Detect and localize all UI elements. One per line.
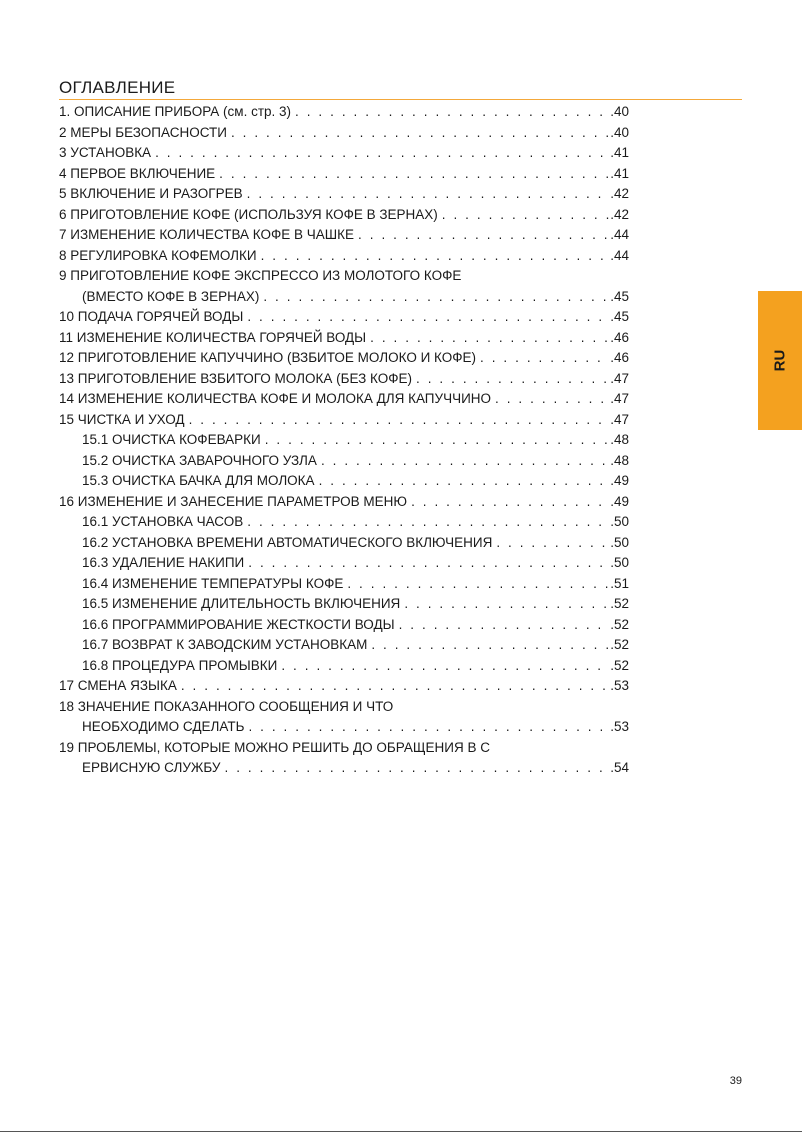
toc-dot-leader xyxy=(277,656,610,677)
toc-entry-label: 17 СМЕНА ЯЗЫКА xyxy=(59,678,177,693)
toc-entry-label: 16.5 ИЗМЕНЕНИЕ ДЛИТЕЛЬНОСТЬ ВКЛЮЧЕНИЯ xyxy=(82,596,401,611)
toc-entry-page: .47 xyxy=(610,411,629,427)
toc-entry xyxy=(59,246,629,267)
toc-entry-page: .47 xyxy=(610,370,629,386)
toc-entry xyxy=(59,656,629,677)
toc-entry xyxy=(59,389,629,410)
toc-entry-label: 14 ИЗМЕНЕНИЕ КОЛИЧЕСТВА КОФЕ И МОЛОКА ДЛЯ КАПУЧЧИНО xyxy=(59,391,492,406)
toc-entry-label: 5 ВКЛЮЧЕНИЕ И РАЗОГРЕВ xyxy=(59,186,243,201)
toc-entry-label: 6 ПРИГОТОВЛЕНИЕ КОФЕ (ИСПОЛЬЗУЯ КОФЕ В ЗЕРНАХ) xyxy=(59,206,438,222)
toc-entry-page: .53 xyxy=(610,678,629,693)
toc-entry-page: .46 xyxy=(610,350,629,365)
toc-entry xyxy=(59,430,629,451)
toc-entry-page: .50 xyxy=(610,555,629,570)
toc-entry-page: .48 xyxy=(610,432,629,447)
toc-dot-leader xyxy=(243,307,610,328)
toc-entry-label: 9 ПРИГОТОВЛЕНИЕ КОФЕ ЭКСПРЕССО ИЗ МОЛОТОГО КОФЕ xyxy=(59,268,462,283)
toc-dot-leader xyxy=(400,594,610,615)
toc-entry xyxy=(59,738,629,759)
toc-entry xyxy=(59,594,629,615)
toc-dot-leader xyxy=(151,143,610,164)
toc-entry-label: 8 РЕГУЛИРОВКА КОФЕМОЛКИ xyxy=(59,247,257,263)
toc-entry xyxy=(59,164,629,185)
toc-entry xyxy=(59,266,629,287)
toc-entry-page: .44 xyxy=(610,227,629,242)
toc-dot-leader xyxy=(243,512,610,533)
toc-entry xyxy=(59,328,629,349)
toc-entry xyxy=(59,533,629,554)
toc-entry-page: .40 xyxy=(610,104,629,119)
toc-entry-label: 1. ОПИСАНИЕ ПРИБОРА (см. стр. 3) xyxy=(59,104,292,119)
toc-entry-page: .41 xyxy=(610,145,629,160)
toc-entry-label: 3 УСТАНОВКА xyxy=(59,145,152,160)
toc-entry-label: 4 ПЕРВОЕ ВКЛЮЧЕНИЕ xyxy=(59,165,216,181)
toc-entry-page: .45 xyxy=(610,309,629,324)
toc-dot-leader xyxy=(221,758,611,779)
toc-entry-page: .49 xyxy=(610,493,629,509)
toc-dot-leader xyxy=(315,471,611,492)
toc-entry-page: .53 xyxy=(610,719,629,734)
toc-dot-leader xyxy=(343,574,610,595)
toc-dot-leader xyxy=(243,184,611,205)
toc-entry-label: 16.8 ПРОЦЕДУРА ПРОМЫВКИ xyxy=(82,657,278,673)
language-tab-label: RU xyxy=(771,349,789,372)
toc-entry-page: .45 xyxy=(610,288,629,304)
toc-entry-page: .46 xyxy=(610,329,629,345)
toc-entry xyxy=(59,492,629,513)
toc-entry-page: .48 xyxy=(610,452,629,468)
toc-entry-label: 7 ИЗМЕНЕНИЕ КОЛИЧЕСТВА КОФЕ В ЧАШКЕ xyxy=(59,227,355,242)
toc-entry-page: .44 xyxy=(610,247,629,263)
page-number: 39 xyxy=(729,1075,742,1087)
toc-entry-label: 18 ЗНАЧЕНИЕ ПОКАЗАННОГО СООБЩЕНИЯ И ЧТО xyxy=(59,698,394,714)
toc-dot-leader xyxy=(177,676,610,697)
toc-entry-page: .49 xyxy=(610,473,629,488)
toc-entry-label: (ВМЕСТО КОФЕ В ЗЕРНАХ) xyxy=(82,288,260,304)
toc-entry xyxy=(59,717,629,738)
toc-dot-leader xyxy=(407,492,610,513)
toc-entry xyxy=(59,471,629,492)
toc-entry xyxy=(59,225,629,246)
toc-entry-page: .54 xyxy=(610,760,629,775)
toc-entry-page: .52 xyxy=(610,596,629,611)
toc-entry-label: 16.4 ИЗМЕНЕНИЕ ТЕМПЕРАТУРЫ КОФЕ xyxy=(82,575,344,591)
toc-dot-leader xyxy=(354,225,610,246)
toc-entry-label: 15 ЧИСТКА И УХОД xyxy=(59,411,185,427)
toc-entry xyxy=(59,615,629,636)
toc-entry xyxy=(59,102,629,123)
toc-dot-leader xyxy=(395,615,611,636)
toc-entry-page: .42 xyxy=(610,186,629,201)
toc-entry xyxy=(59,451,629,472)
toc-entry xyxy=(59,512,629,533)
toc-entry-label: 16.3 УДАЛЕНИЕ НАКИПИ xyxy=(82,555,245,570)
toc-entry-label: 2 МЕРЫ БЕЗОПАСНОСТИ xyxy=(59,124,227,140)
bottom-divider xyxy=(0,1131,802,1132)
toc-entry-label: 16.6 ПРОГРАММИРОВАНИЕ ЖЕСТКОСТИ ВОДЫ xyxy=(82,616,395,632)
toc-dot-leader xyxy=(367,635,610,656)
toc-entry-page: .52 xyxy=(610,637,629,652)
toc-entry-label: 19 ПРОБЛЕМЫ, КОТОРЫЕ МОЖНО РЕШИТЬ ДО ОБРАЩЕНИЯ В С xyxy=(59,739,490,755)
toc-entry xyxy=(59,410,629,431)
toc-entry-label: 13 ПРИГОТОВЛЕНИЕ ВЗБИТОГО МОЛОКА (БЕЗ КОФЕ) xyxy=(59,370,413,386)
toc-entry-label: 16.2 УСТАНОВКА ВРЕМЕНИ АВТОМАТИЧЕСКОГО ВКЛЮЧЕНИЯ xyxy=(82,534,493,550)
toc-dot-leader xyxy=(366,328,610,349)
toc-entry-label: 10 ПОДАЧА ГОРЯЧЕЙ ВОДЫ xyxy=(59,309,244,324)
toc-dot-leader xyxy=(215,164,610,185)
toc-entry xyxy=(59,574,629,595)
toc-entry xyxy=(59,348,629,369)
toc-entry-label: 11 ИЗМЕНЕНИЕ КОЛИЧЕСТВА ГОРЯЧЕЙ ВОДЫ xyxy=(59,329,367,345)
toc-entry-label: 15.2 ОЧИСТКА ЗАВАРОЧНОГО УЗЛА xyxy=(82,452,317,468)
toc-entry xyxy=(59,143,629,164)
toc-entry-label: 12 ПРИГОТОВЛЕНИЕ КАПУЧЧИНО (ВЗБИТОЕ МОЛОКО И КОФЕ) xyxy=(59,350,477,365)
toc-entry-page: .52 xyxy=(610,616,629,632)
toc-entry xyxy=(59,697,629,718)
toc-dot-leader xyxy=(261,430,611,451)
toc-entry-page: .47 xyxy=(610,391,629,406)
toc-dot-leader xyxy=(412,369,610,390)
language-tab xyxy=(758,291,802,430)
toc-dot-leader xyxy=(244,717,610,738)
toc-entry-page: .50 xyxy=(610,534,629,550)
toc-dot-leader xyxy=(291,102,610,123)
toc-entry-label: 16.1 УСТАНОВКА ЧАСОВ xyxy=(82,514,244,529)
toc-entry-page: .52 xyxy=(610,657,629,673)
toc-entry xyxy=(59,205,629,226)
toc-entry xyxy=(59,553,629,574)
toc-entry xyxy=(59,287,629,308)
title-underline xyxy=(59,99,742,100)
toc-entry-label: 15.1 ОЧИСТКА КОФЕВАРКИ xyxy=(82,432,261,447)
toc-entry xyxy=(59,758,629,779)
toc-entry xyxy=(59,369,629,390)
toc-entry xyxy=(59,123,629,144)
toc-dot-leader xyxy=(259,287,610,308)
toc-dot-leader xyxy=(257,246,611,267)
toc-entry-label: ЕРВИСНУЮ СЛУЖБУ xyxy=(82,760,221,775)
toc-dot-leader xyxy=(491,389,610,410)
toc-entry xyxy=(59,635,629,656)
toc-entry-page: .40 xyxy=(610,124,629,140)
toc-dot-leader xyxy=(476,348,610,369)
toc-entry-page: .42 xyxy=(610,206,629,222)
toc-entry-label: НЕОБХОДИМО СДЕЛАТЬ xyxy=(82,719,245,734)
toc-entry xyxy=(59,184,629,205)
toc-dot-leader xyxy=(227,123,610,144)
page-title: ОГЛАВЛЕНИЕ xyxy=(59,78,176,97)
toc-dot-leader xyxy=(317,451,610,472)
toc-entry-page: .51 xyxy=(610,575,629,591)
toc-entry-page: .50 xyxy=(610,514,629,529)
toc-dot-leader xyxy=(492,533,610,554)
toc-dot-leader xyxy=(185,410,611,431)
toc-entry xyxy=(59,307,629,328)
toc-dot-leader xyxy=(438,205,610,226)
toc-list xyxy=(59,102,629,779)
toc-entry-label: 15.3 ОЧИСТКА БАЧКА ДЛЯ МОЛОКА xyxy=(82,473,315,488)
toc-entry-label: 16.7 ВОЗВРАТ К ЗАВОДСКИМ УСТАНОВКАМ xyxy=(82,637,368,652)
toc-entry xyxy=(59,676,629,697)
toc-dot-leader xyxy=(244,553,610,574)
toc-entry-page: .41 xyxy=(610,165,629,181)
toc-entry-label: 16 ИЗМЕНЕНИЕ И ЗАНЕСЕНИЕ ПАРАМЕТРОВ МЕНЮ xyxy=(59,493,408,509)
